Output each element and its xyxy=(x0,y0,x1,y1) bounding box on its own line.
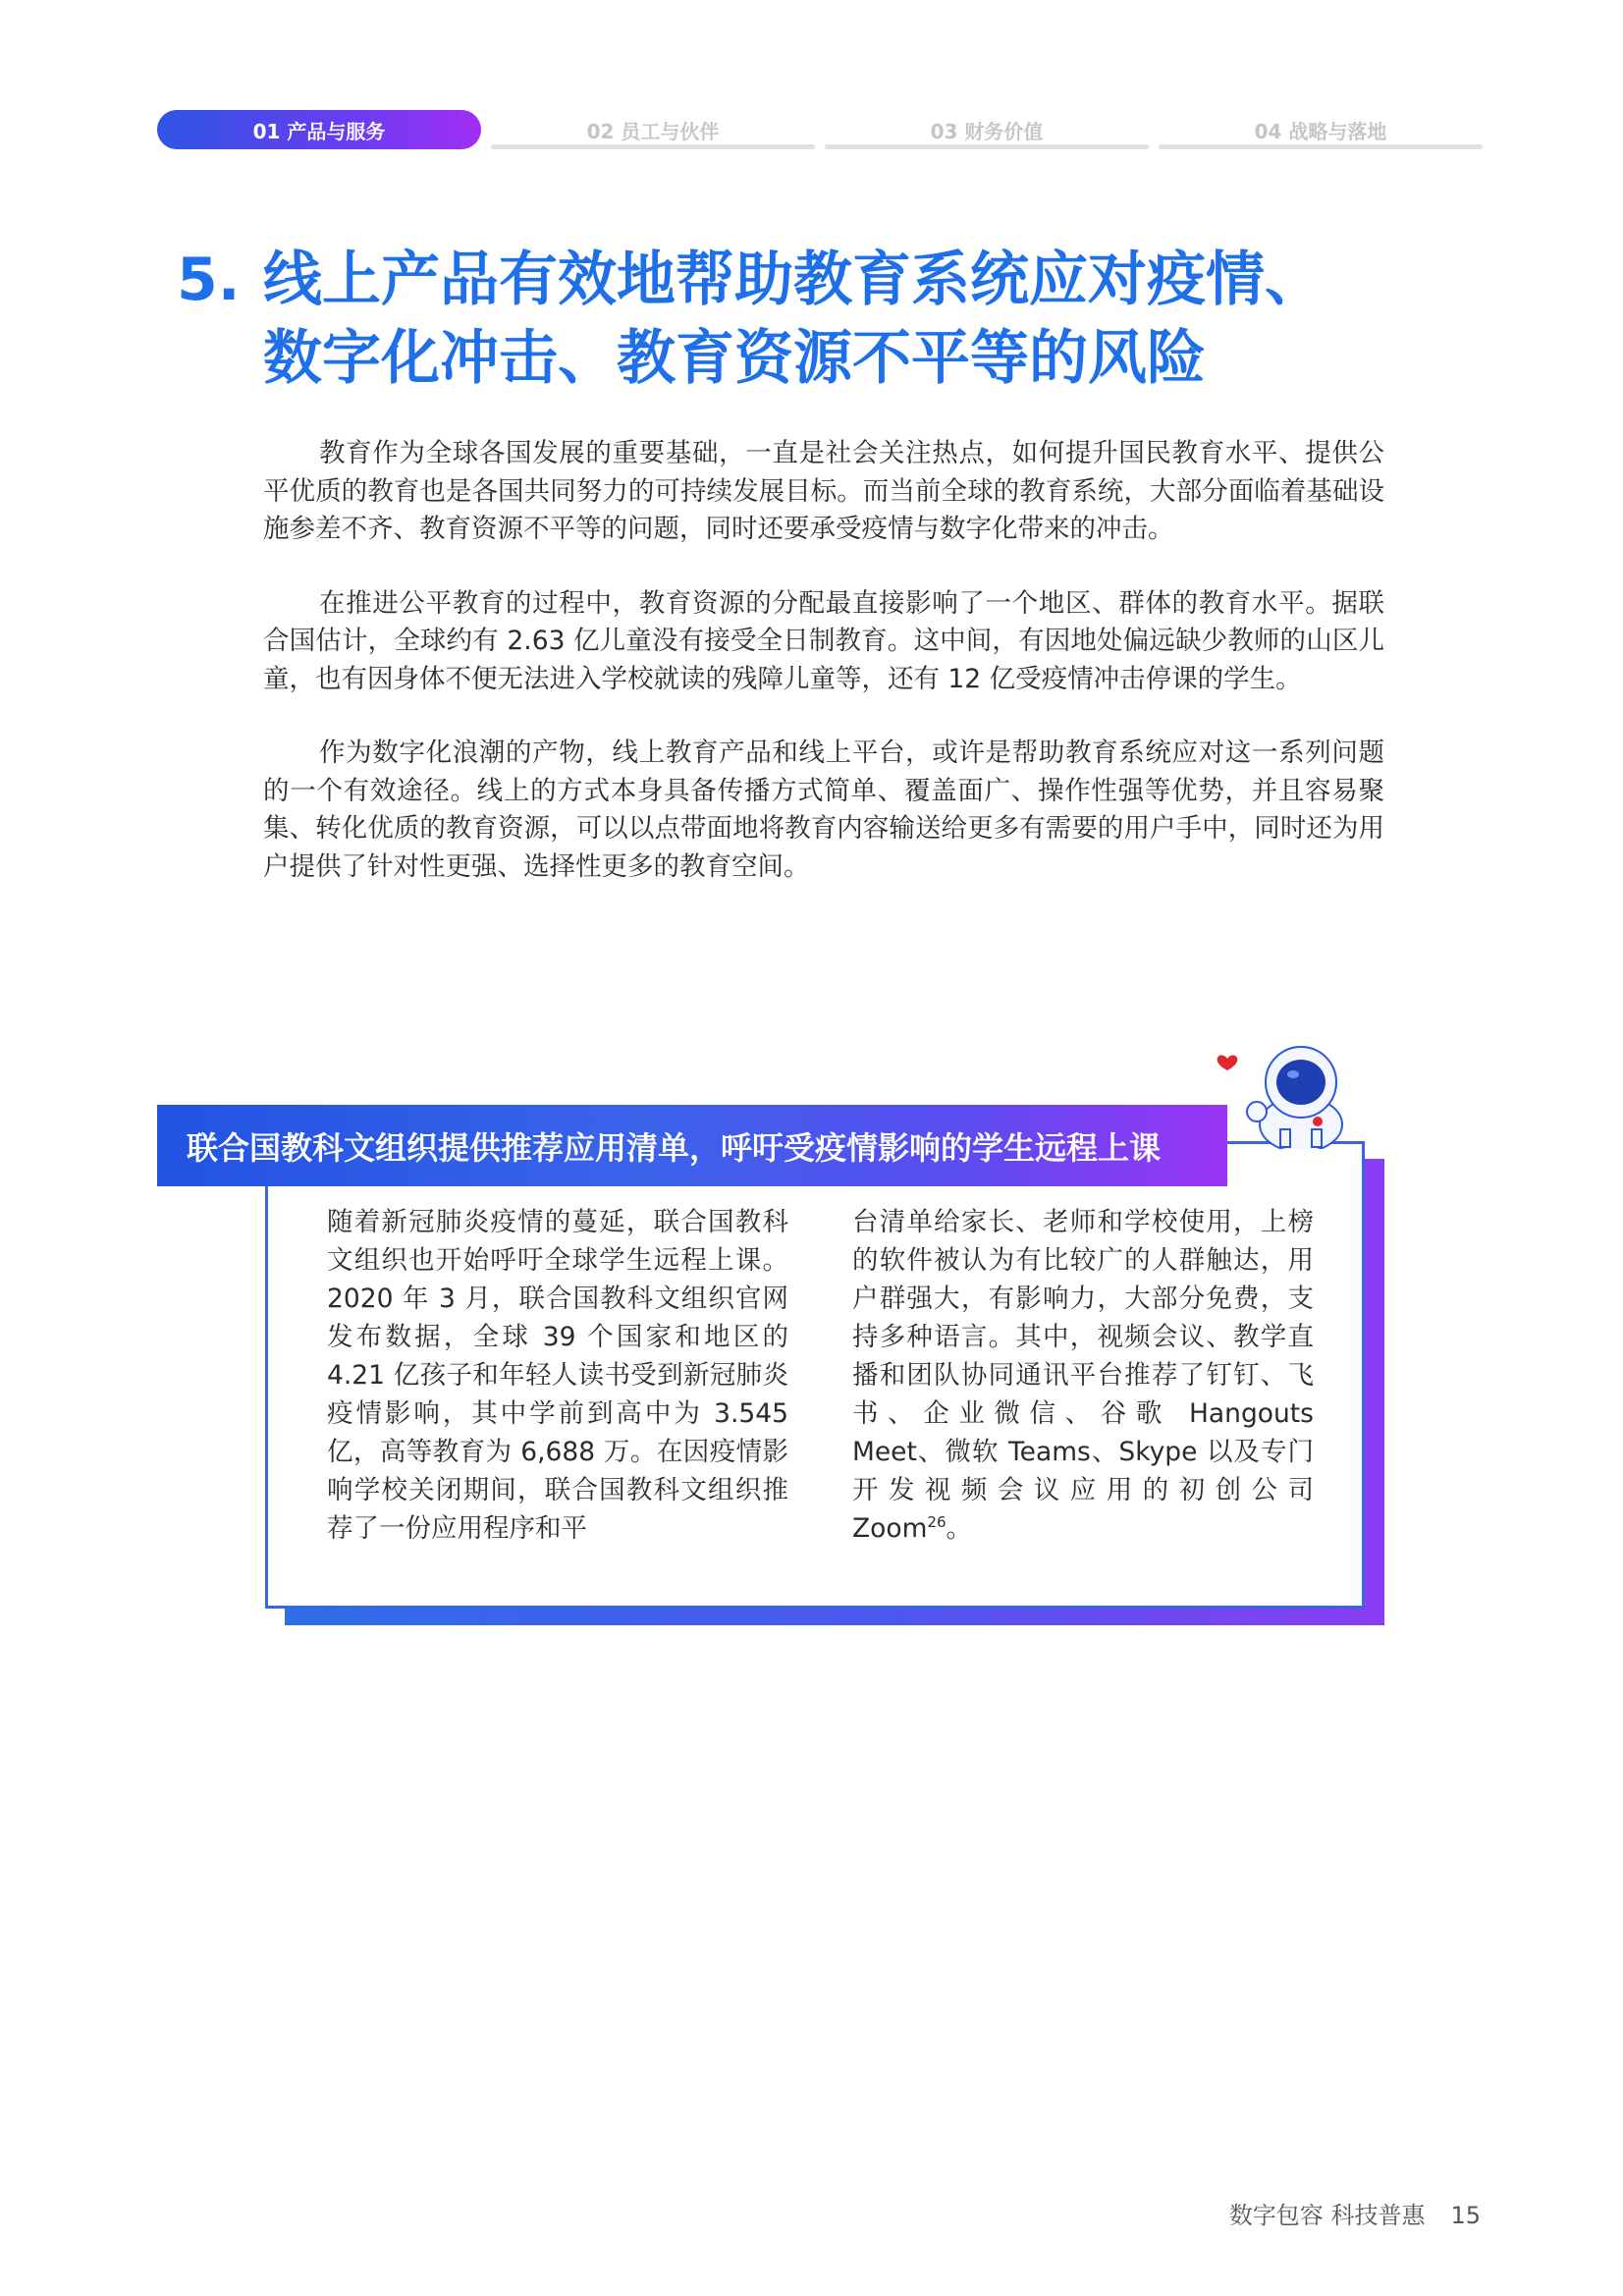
footer-label: 数字包容 科技普惠 xyxy=(1228,2202,1426,2229)
tab-underline xyxy=(491,144,815,149)
tab-employees-partners[interactable] xyxy=(491,110,815,149)
tab-underline xyxy=(1159,144,1483,149)
tab-financial-value[interactable] xyxy=(825,110,1149,149)
tab-label: 01 产品与服务 xyxy=(252,119,386,143)
paragraph-1: 教育作为全球各国发展的重要基础，一直是社会关注热点，如何提升国民教育水平、提供公平优质的教育也是各国共同努力的可持续发展目标。而当前全球的教育系统，大部分面临着基础设施参差不齐、教育资源不平等的问题，同时还要承受疫情与数字化带来的冲击。 xyxy=(263,438,1384,544)
paragraph-3: 作为数字化浪潮的产物，线上教育产品和线上平台，或许是帮助教育系统应对这一系列问题的一个有效途径。线上的方式本身具备传播方式简单、覆盖面广、操作性强等优势，并且容易聚集、转化优质的教育资源，可以以点带面地将教育内容输送给更多有需要的用户手中，同时还为用户提供了针对性更强、选择性更多的教育空间。 xyxy=(263,738,1384,882)
astronaut-mascot-icon xyxy=(1208,1031,1365,1149)
page-footer xyxy=(1229,2196,1481,2230)
section-number: 5. xyxy=(177,246,241,314)
page-title xyxy=(177,241,1404,398)
tab-strategy-implementation[interactable] xyxy=(1159,110,1483,149)
footnote-marker: 26 xyxy=(927,1513,947,1532)
page-number: 15 xyxy=(1450,2202,1481,2229)
tab-products-services[interactable] xyxy=(157,110,481,149)
body-text xyxy=(263,435,1384,922)
title-text-1: 线上产品有效地帮助教育系统应对疫情、 xyxy=(263,246,1324,314)
tab-label: 02 员工与伙伴 xyxy=(586,119,720,143)
callout-right-text: 台清单给家长、老师和学校使用，上榜的软件被认为有比较广的人群触达，用户群强大，有影响力，大部分免费，支持多种语言。其中，视频会议、教学直播和团队协同通讯平台推荐了钉钉、飞书、企业微信、谷歌 Hangouts Meet、微软 Teams、Skype 以及专门开发视频会议应用的初创公司 Zoom xyxy=(852,1207,1314,1544)
title-line-1 xyxy=(177,241,1404,319)
section-nav xyxy=(157,110,1488,149)
tab-underline xyxy=(825,144,1149,149)
callout-title: 联合国教科文组织提供推荐应用清单，呼吁受疫情影响的学生远程上课 xyxy=(157,1105,1227,1186)
tab-label: 04 战略与落地 xyxy=(1254,119,1387,143)
paragraph-2: 在推进公平教育的过程中，教育资源的分配最直接影响了一个地区、群体的教育水平。据联合国估计，全球约有 2.63 亿儿童没有接受全日制教育。这中间，有因地处偏远缺少教师的山区儿童，也有因身体不便无法进入学校就读的残障儿童等，还有 12 亿受疫情冲击停课的学生。 xyxy=(263,587,1384,694)
callout-right-end: 。 xyxy=(946,1513,972,1544)
tab-label: 03 财务价值 xyxy=(930,119,1044,143)
callout-right-column xyxy=(852,1203,1314,1548)
callout-left-column: 随着新冠肺炎疫情的蔓延，联合国教科文组织也开始呼吁全球学生远程上课。2020 年 3 月，联合国教科文组织官网发布数据，全球 39 个国家和地区的 4.21 亿孩子和年轻人读书受到新冠肺炎疫情影响，其中学前到高中为 3.545 亿，高等教育为 6,688 万。在因疫情影响学校关闭期间，联合国教科文组织推荐了一份应用程序和平 xyxy=(327,1207,788,1544)
title-line-2: 数字化冲击、教育资源不平等的风险 xyxy=(263,324,1206,393)
